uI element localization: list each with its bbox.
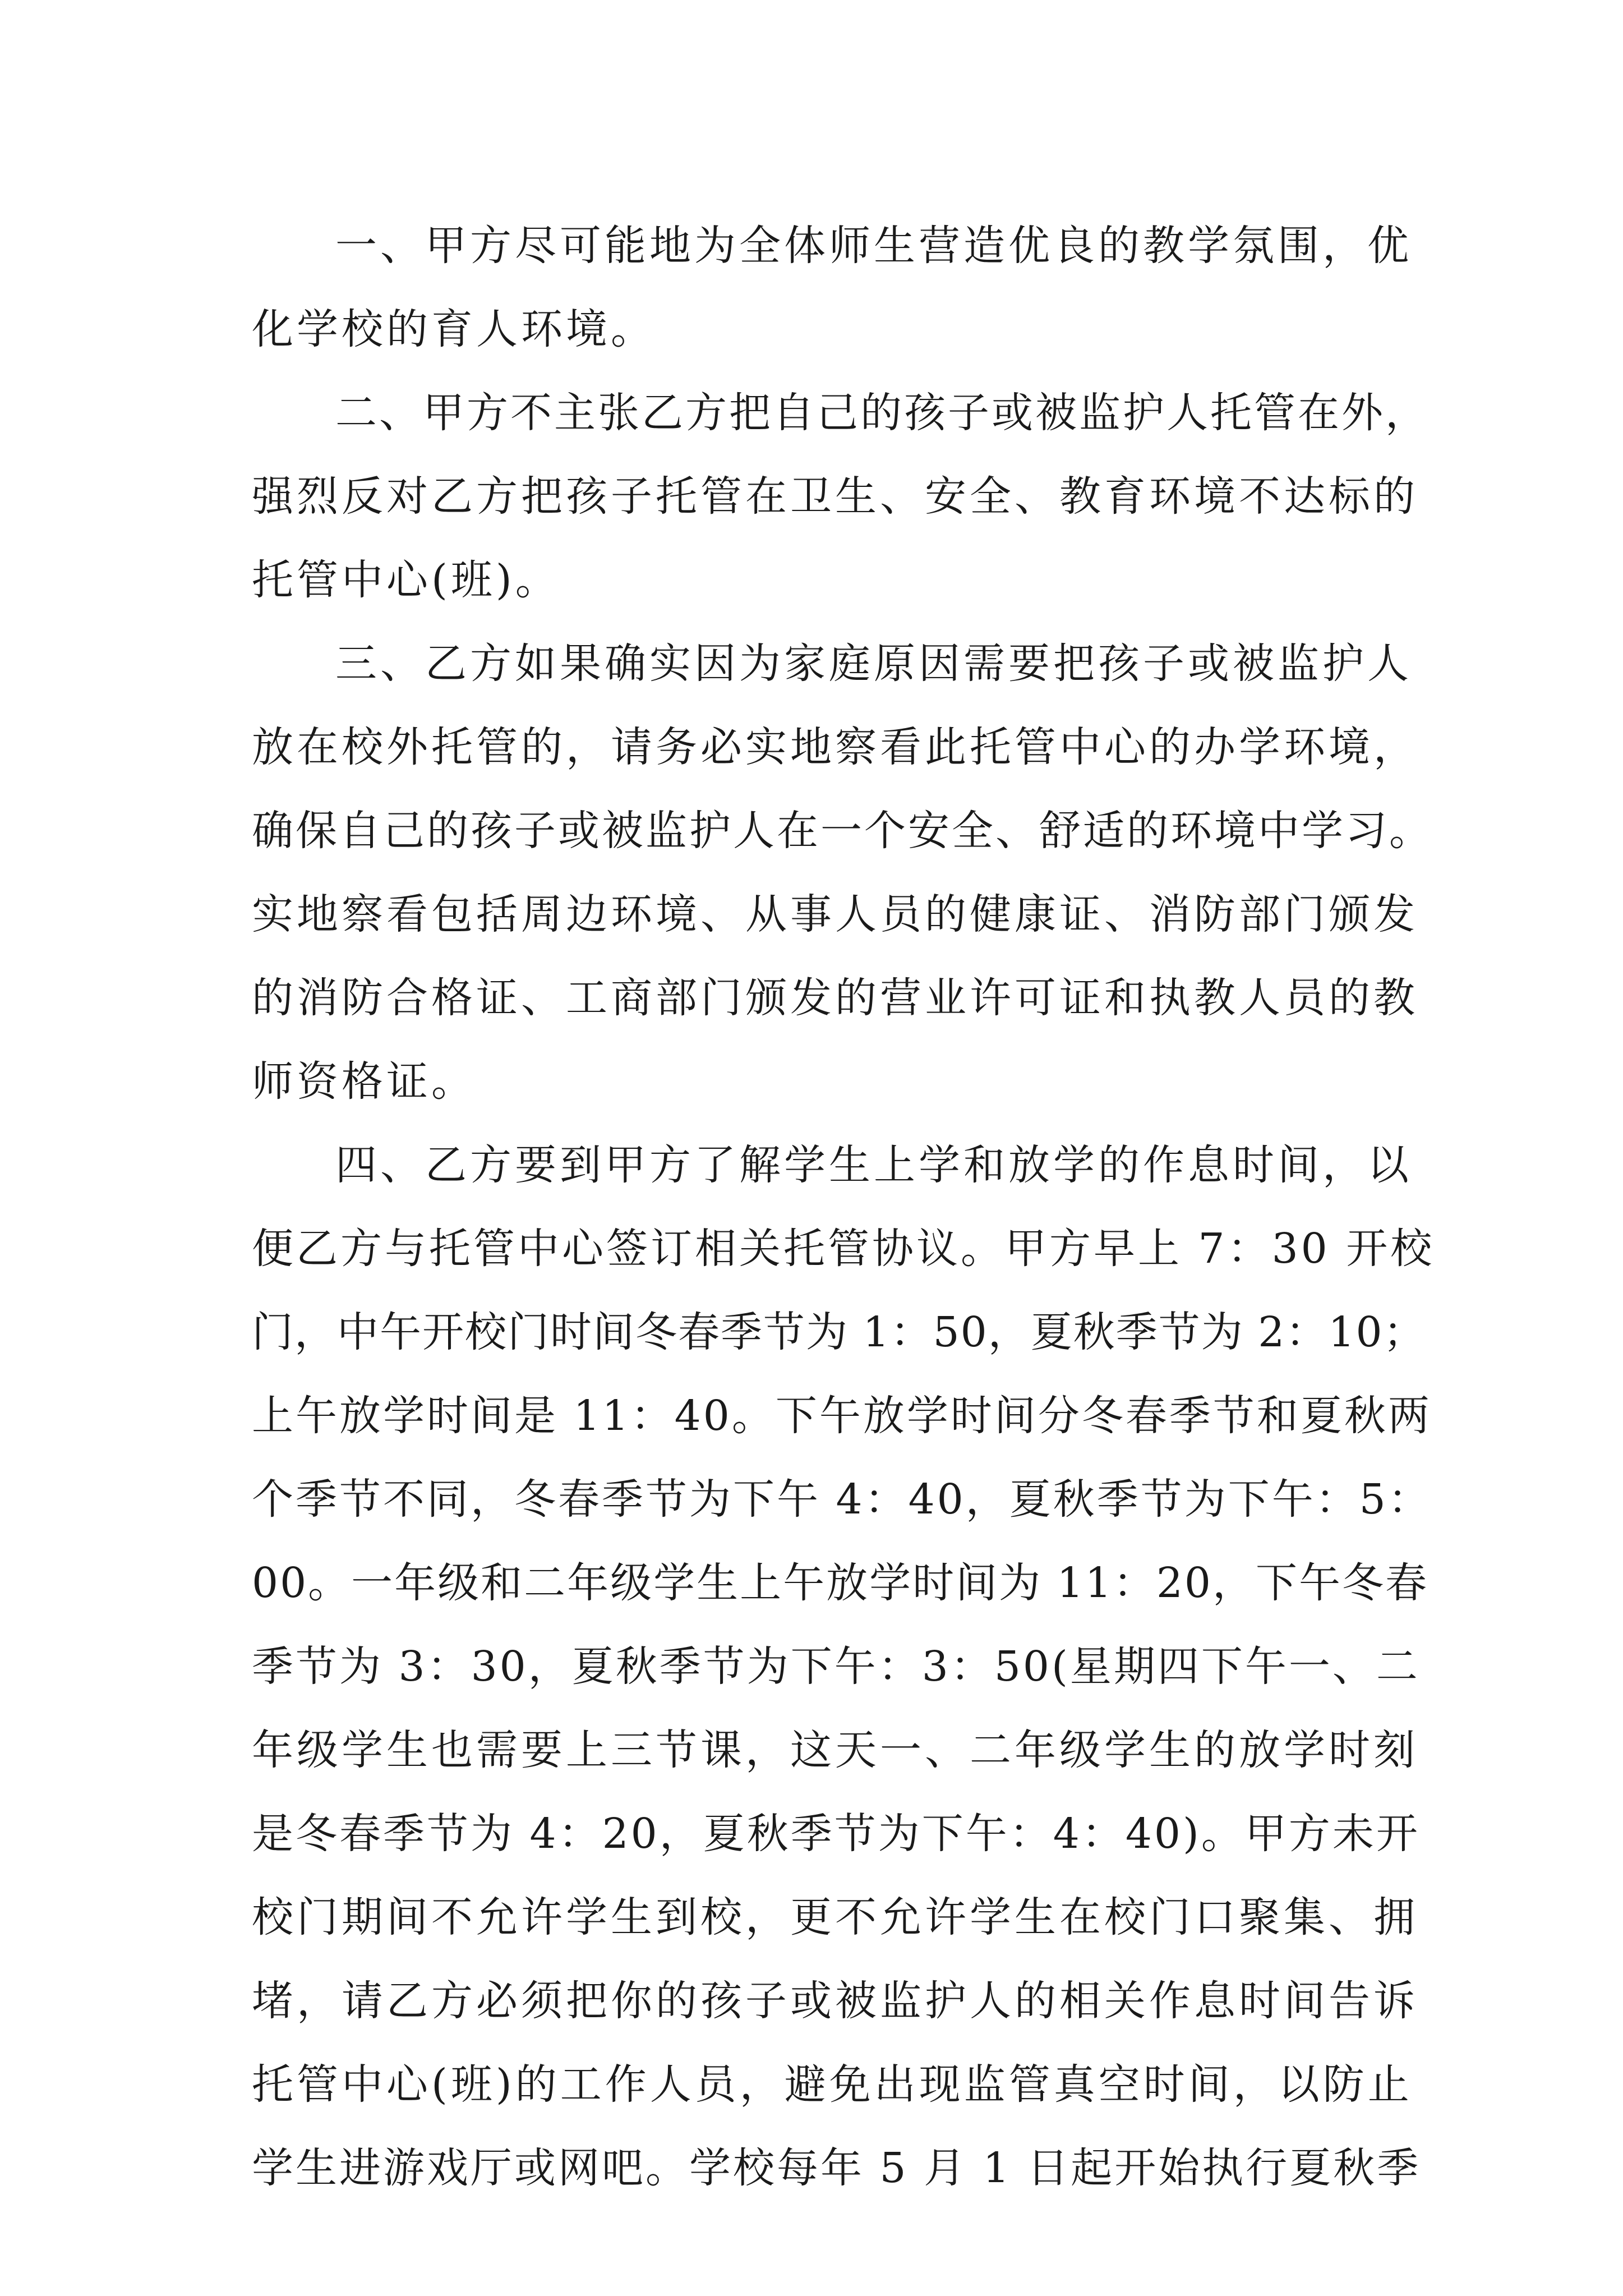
text-line: 学生进游戏厅或网吧。学校每年 5 月 1 日起开始执行夏秋季	[252, 2144, 1421, 2192]
text-line: 是冬春季节为 4：20，夏秋季节为下午：4：40)。甲方未开	[252, 1810, 1420, 1858]
text-line: 校门期间不允许学生到校，更不允许学生在校门口聚集、拥	[252, 1893, 1418, 1941]
text-line: 三、乙方如果确实因为家庭原因需要把孩子或被监护人	[335, 639, 1412, 688]
text-line: 年级学生也需要上三节课，这天一、二年级学生的放学时刻	[252, 1726, 1418, 1774]
text-line: 放在校外托管的，请务必实地察看此托管中心的办学环境，	[252, 723, 1418, 771]
text-line: 托管中心(班)。	[252, 556, 560, 604]
text-line: 便乙方与托管中心签订相关托管协议。甲方早上 7：30 开校	[252, 1225, 1435, 1273]
text-line: 二、甲方不主张乙方把自己的孩子或被监护人托管在外，	[335, 389, 1429, 437]
text-line: 确保自己的孩子或被监护人在一个安全、舒适的环境中学习。	[252, 807, 1433, 855]
text-line: 的消防合格证、工商部门颁发的营业许可证和执教人员的教	[252, 974, 1418, 1022]
text-line: 上午放学时间是 11：40。下午放学时间分冬春季节和夏秋两	[252, 1392, 1432, 1440]
text-line: 门，中午开校门时间冬春季节为 1：50，夏秋季节为 2：10；	[252, 1308, 1426, 1356]
text-line: 师资格证。	[252, 1057, 476, 1106]
text-line: 堵，请乙方必须把你的孩子或被监护人的相关作息时间告诉	[252, 1977, 1418, 2025]
text-line: 托管中心(班)的工作人员，避免出现监管真空时间，以防止	[252, 2060, 1413, 2109]
text-line: 化学校的育人环境。	[252, 305, 656, 353]
text-line: 四、乙方要到甲方了解学生上学和放学的作息时间，以	[335, 1141, 1412, 1189]
text-line: 实地察看包括周边环境、从事人员的健康证、消防部门颁发	[252, 890, 1418, 938]
text-line: 强烈反对乙方把孩子托管在卫生、安全、教育环境不达标的	[252, 472, 1418, 521]
text-line: 00。一年级和二年级学生上午放学时间为 11：20，下午冬春	[252, 1559, 1429, 1607]
text-line: 一、甲方尽可能地为全体师生营造优良的教学氛围，优	[335, 222, 1412, 270]
text-line: 季节为 3：30，夏秋季节为下午：3：50(星期四下午一、二	[252, 1642, 1420, 1691]
text-line: 个季节不同，冬春季节为下午 4：40，夏秋季节为下午：5：	[252, 1475, 1432, 1524]
